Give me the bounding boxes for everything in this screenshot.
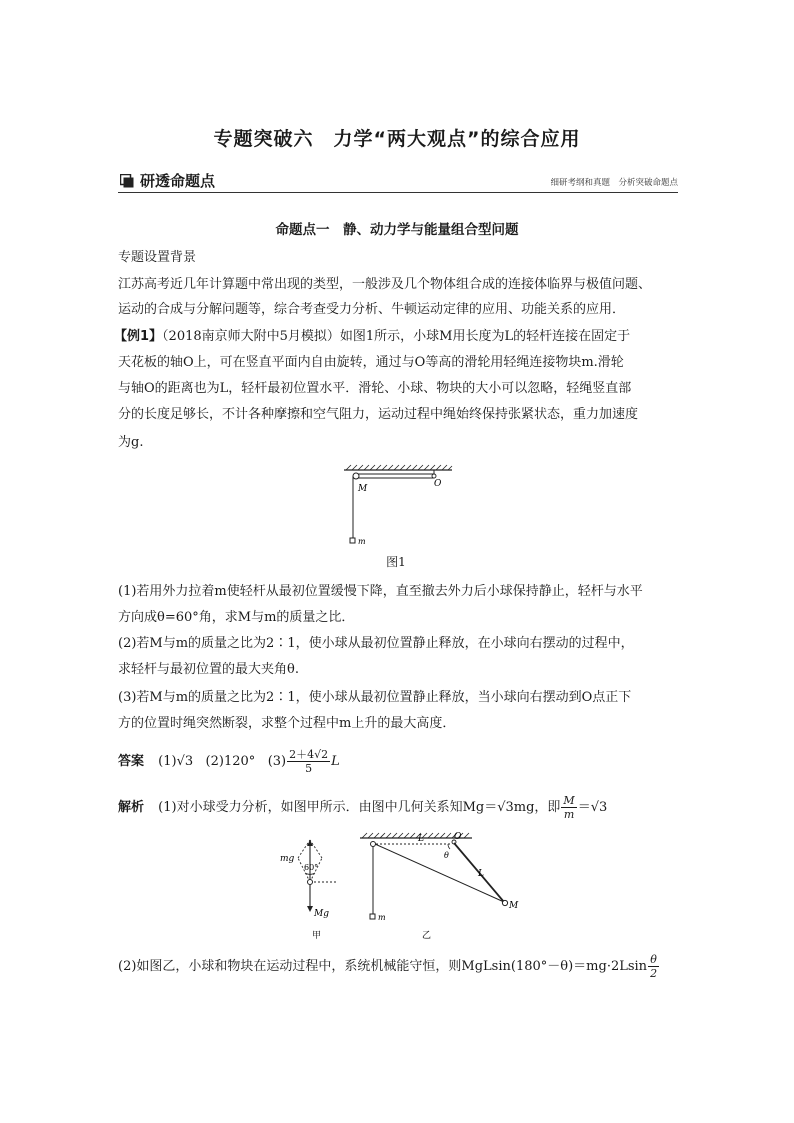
section-divider (118, 192, 678, 193)
example-line-2: 天花板的轴O上，可在竖直平面内自由旋转，通过与O等高的滑轮用轻绳连接物块m.滑轮 (118, 355, 624, 370)
fig2-label-M: M (509, 901, 519, 911)
example-line-1 (114, 328, 630, 346)
figure-1-caption: 图1 (386, 555, 406, 569)
analysis-label: 解析 (118, 800, 145, 815)
fig2-label-theta: θ (444, 851, 449, 860)
example-line-3: 与轴O的距离也为L，轻杆最初位置水平．滑轮、小球、物块的大小可以忽略，轻绳竖直部 (118, 381, 632, 396)
part2-frac-den: 2 (650, 967, 658, 980)
answer-3-fraction (287, 748, 330, 775)
section-label: 研透命题点 (140, 172, 216, 190)
answer-3-prefix: (3) (267, 754, 287, 769)
answer-3-denominator: 5 (305, 762, 313, 775)
fig2-label-m: m (378, 913, 386, 922)
analysis-fraction (561, 794, 576, 821)
fig2-label-mg: mg (280, 854, 295, 864)
figure-1 (338, 462, 458, 546)
example-text-1: （2018南京师大附中5月模拟）如图1所示，小球M用长度为L的轻杆连接在固定于 (162, 329, 631, 344)
analysis-frac-den: m (563, 808, 575, 821)
fig2-label-L-diag: L (478, 869, 484, 879)
analysis-text: (1)对小球受力分析，如图甲所示．由图中几何关系知Mg＝√3mg，即 (158, 800, 561, 815)
section-square-icon (120, 173, 134, 187)
fig2-caption-yi: 乙 (422, 931, 432, 941)
section-header (118, 170, 678, 192)
fig1-label-M: M (358, 484, 368, 494)
subheading: 命题点一 静、动力学与能量组合型问题 (275, 222, 519, 238)
background-line-2: 运动的合成与分解问题等，综合考查受力分析、牛顿运动定律的应用、功能关系的应用． (118, 302, 626, 317)
fig1-label-O: O (434, 479, 442, 489)
figure-2 (276, 830, 538, 944)
page-title: 专题突破六 力学“两大观点”的综合应用 (213, 128, 581, 150)
answer-3-suffix: L (331, 754, 340, 769)
fig2-label-Mg: Mg (314, 909, 329, 919)
analysis-line (118, 794, 607, 821)
question-line-1: (1)若用外力拉着m使轻杆从最初位置缓慢下降，直至撤去外力后小球保持静止，轻杆与水平 (118, 584, 643, 599)
answer-1: (1)√3 (158, 754, 194, 769)
question-line-3: (2)若M与m的质量之比为2∶1，使小球从最初位置静止释放，在小球向右摆动的过程中， (118, 636, 634, 651)
fig2-label-L-top: L (418, 834, 424, 844)
figure-yi (360, 832, 519, 922)
answer-2: (2)120° (205, 754, 256, 769)
analysis-frac-num: M (563, 794, 575, 807)
part2-frac-num: θ (648, 953, 659, 967)
question-line-2: 方向成θ=60°角，求M与m的质量之比． (118, 610, 355, 625)
background-line-1: 江苏高考近几年计算题中常出现的类型，一般涉及几个物体组合成的连接体临界与极值问题、 (118, 277, 652, 292)
part2-fraction (648, 953, 659, 980)
answer-3-numerator: 2＋4√2 (289, 748, 329, 761)
background-title: 专题设置背景 (118, 250, 197, 265)
section-right-text: 细研考纲和真题 分析突破命题点 (550, 178, 678, 188)
example-line-5: 为g. (118, 435, 144, 450)
figure-jia (280, 840, 338, 919)
part2-line (118, 952, 660, 982)
question-line-5: (3)若M与m的质量之比为2∶1，使小球从最初位置静止释放，当小球向右摆动到O点正下 (118, 690, 632, 705)
analysis-frac-result: ＝√3 (577, 800, 608, 815)
fig2-caption-jia: 甲 (312, 931, 322, 941)
example-line-4: 分的长度足够长，不计各种摩擦和空气阻力，运动过程中绳始终保持张紧状态，重力加速度 (118, 407, 639, 422)
question-line-6: 方的位置时绳突然断裂，求整个过程中m上升的最大高度． (118, 716, 456, 731)
fig2-label-O: O (454, 832, 462, 842)
answer-label: 答案 (118, 754, 145, 769)
fig2-label-angle: 60° (304, 863, 319, 872)
answer-line (118, 748, 340, 775)
part2-text: (2)如图乙，小球和物块在运动过程中，系统机械能守恒，则MgLsin(180°－θ)＝mg·2Lsin (118, 959, 648, 974)
question-line-4: 求轻杆与最初位置的最大夹角θ. (118, 662, 299, 677)
fig1-label-m: m (358, 537, 366, 546)
example-tag: 【例1】 (114, 329, 163, 344)
